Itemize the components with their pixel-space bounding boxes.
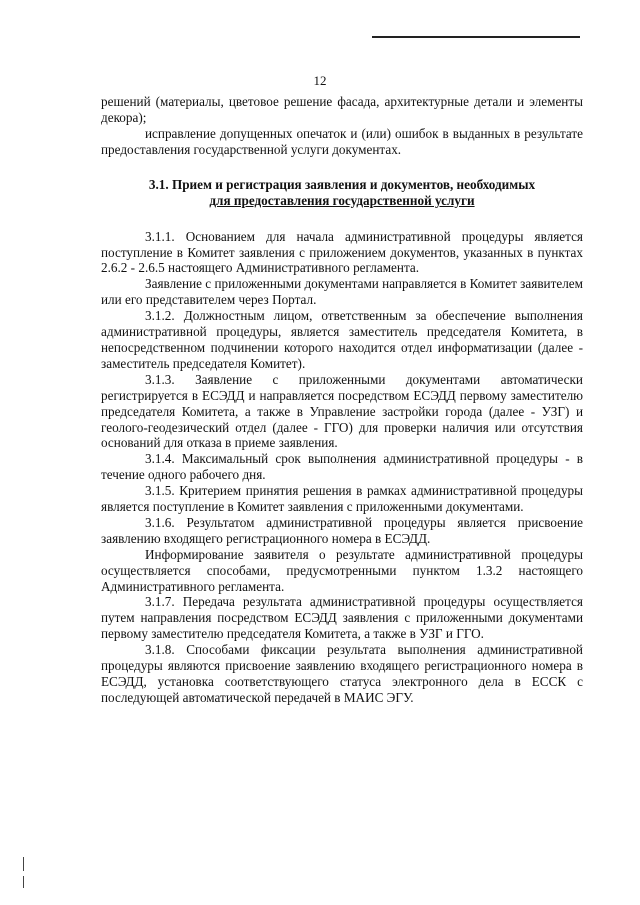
binding-mark-2 [23, 876, 24, 888]
paragraph-3-1-3: 3.1.3. Заявление с приложенными документами автоматически регистрируется в ЕСЭДД и направляется посредством ЕСЭДД первому заместителю председателя Комитета, а также в Управление застройки города (далее - УЗГ) и геолого-геодезический отдел (далее - ГГО) для проверки наличия или отсутствия оснований для отказа в приеме заявления. [101, 371, 583, 451]
paragraph-3-1-8: 3.1.8. Способами фиксации результата выполнения административной процедуры являются присвоение заявлению входящего регистрационного номера в ЕСЭДД, установка соответствующего статуса электронного дела в ЕССК с последующей автоматической передачей в МАИС ЭГУ. [101, 642, 583, 705]
binding-mark-1 [23, 857, 24, 871]
intro-paragraph-2: исправление допущенных опечаток и (или) ошибок в выданных в результате предоставления государственной услуги документах. [101, 125, 583, 157]
paragraph-3-1-4: 3.1.4. Максимальный срок выполнения административной процедуры - в течение одного рабочего дня. [101, 451, 583, 483]
paragraph-3-1-6-informing: Информирование заявителя о результате административной процедуры осуществляется способами, предусмотренными пунктом 1.3.2 настоящего Административного регламента. [101, 546, 583, 594]
paragraph-3-1-1: 3.1.1. Основанием для начала административной процедуры является поступление в Комитет заявления с приложением документов, указанных в пунктах 2.6.2 - 2.6.5 настоящего Административного регламента. [101, 228, 583, 276]
top-rule [372, 36, 580, 38]
paragraph-3-1-5: 3.1.5. Критерием принятия решения в рамках административной процедуры является поступление в Комитет заявления с приложенными документами. [101, 483, 583, 515]
paragraph-3-1-7: 3.1.7. Передача результата административной процедуры осуществляется путем направления посредством ЕСЭДД заявления с приложенными документами первому заместителю председателя Комитета, а также в УЗГ и ГГО. [101, 594, 583, 642]
section-heading-line-1: 3.1. Прием и регистрация заявления и документов, необходимых [148, 176, 536, 192]
paragraph-3-1-1-portal: Заявление с приложенными документами направляется в Комитет заявителем или его представителем через Портал. [101, 276, 583, 308]
paragraph-3-1-2: 3.1.2. Должностным лицом, ответственным за обеспечение выполнения административной процедуры, является заместитель председателя Комитета, в непосредственном подчинении которого находится отдел информатизации (далее - заместитель председателя Комитет). [101, 308, 583, 371]
page-number: 12 [313, 73, 327, 88]
paragraph-3-1-6: 3.1.6. Результатом административной процедуры является присвоение заявлению входящего регистрационного номера в ЕСЭДД. [101, 514, 583, 546]
section-heading-line-2: для предоставления государственной услуги [209, 192, 475, 208]
intro-paragraph-1: решений (материалы, цветовое решение фасада, архитектурные детали и элементы декора); [101, 94, 583, 125]
section-heading [121, 177, 563, 209]
document-body [101, 94, 583, 706]
